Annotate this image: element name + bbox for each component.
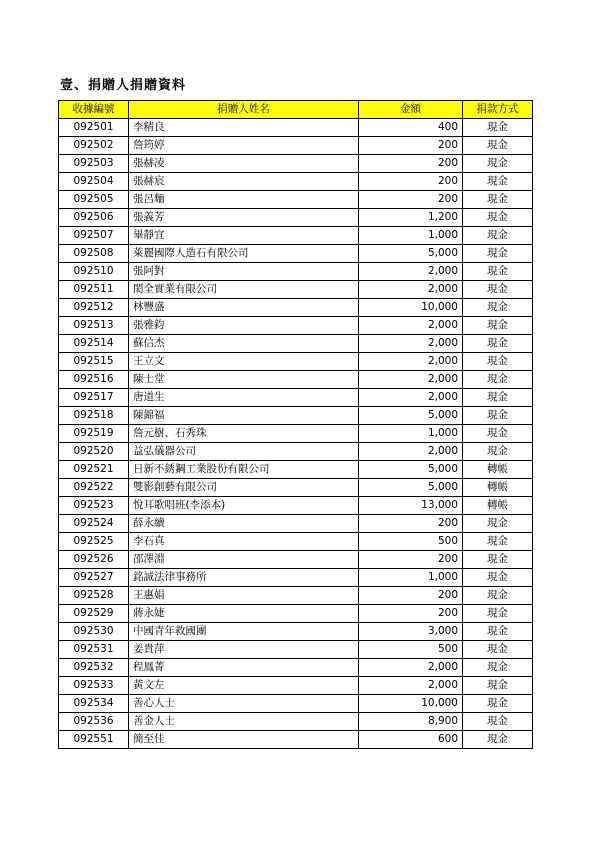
receipt-number-cell: 092511 [59, 281, 129, 299]
amount-cell: 5,000 [359, 461, 463, 479]
amount-cell: 200 [359, 515, 463, 533]
payment-method-cell: 轉帳 [463, 461, 533, 479]
donor-name-cell: 林豐盛 [129, 299, 359, 317]
payment-method-cell: 現金 [463, 695, 533, 713]
receipt-number-cell: 092523 [59, 497, 129, 515]
payment-method-cell: 現金 [463, 191, 533, 209]
receipt-number-cell: 092524 [59, 515, 129, 533]
donor-name-cell: 善金人士 [129, 713, 359, 731]
payment-method-cell: 現金 [463, 317, 533, 335]
payment-method-cell: 現金 [463, 569, 533, 587]
table-row [59, 227, 533, 245]
payment-method-cell: 現金 [463, 407, 533, 425]
table-row [59, 191, 533, 209]
payment-method-cell: 現金 [463, 605, 533, 623]
donor-name-cell: 簡至佳 [129, 731, 359, 749]
donor-name-cell: 張義芳 [129, 209, 359, 227]
donor-name-cell: 蘇信杰 [129, 335, 359, 353]
table-header-row [59, 101, 533, 119]
table-row [59, 425, 533, 443]
table-row [59, 677, 533, 695]
table-row [59, 335, 533, 353]
table-row [59, 695, 533, 713]
receipt-number-cell: 092504 [59, 173, 129, 191]
table-row [59, 119, 533, 137]
receipt-number-cell: 092512 [59, 299, 129, 317]
amount-cell: 3,000 [359, 623, 463, 641]
amount-cell: 13,000 [359, 497, 463, 515]
payment-method-cell: 現金 [463, 155, 533, 173]
amount-cell: 1,200 [359, 209, 463, 227]
payment-method-cell: 現金 [463, 263, 533, 281]
donor-name-cell: 張阿對 [129, 263, 359, 281]
payment-method-cell: 現金 [463, 533, 533, 551]
amount-cell: 10,000 [359, 299, 463, 317]
donor-name-cell: 詹元樹、石秀珠 [129, 425, 359, 443]
receipt-number-cell: 092510 [59, 263, 129, 281]
receipt-number-cell: 092505 [59, 191, 129, 209]
amount-cell: 2,000 [359, 281, 463, 299]
payment-method-cell: 現金 [463, 677, 533, 695]
payment-method-cell: 現金 [463, 389, 533, 407]
amount-cell: 1,000 [359, 569, 463, 587]
table-row [59, 281, 533, 299]
header-amount: 金額 [359, 101, 463, 119]
receipt-number-cell: 092503 [59, 155, 129, 173]
payment-method-cell: 現金 [463, 515, 533, 533]
donation-table [58, 100, 533, 749]
donor-name-cell: 李精良 [129, 119, 359, 137]
table-row [59, 605, 533, 623]
table-row [59, 317, 533, 335]
table-row [59, 443, 533, 461]
table-row [59, 371, 533, 389]
receipt-number-cell: 092527 [59, 569, 129, 587]
amount-cell: 5,000 [359, 245, 463, 263]
amount-cell: 2,000 [359, 443, 463, 461]
receipt-number-cell: 092551 [59, 731, 129, 749]
receipt-number-cell: 092501 [59, 119, 129, 137]
amount-cell: 5,000 [359, 407, 463, 425]
donor-name-cell: 薛永續 [129, 515, 359, 533]
donor-name-cell: 張呂麵 [129, 191, 359, 209]
amount-cell: 1,000 [359, 227, 463, 245]
receipt-number-cell: 092513 [59, 317, 129, 335]
table-row [59, 407, 533, 425]
amount-cell: 200 [359, 173, 463, 191]
table-row [59, 731, 533, 749]
receipt-number-cell: 092517 [59, 389, 129, 407]
receipt-number-cell: 092529 [59, 605, 129, 623]
receipt-number-cell: 092525 [59, 533, 129, 551]
donor-name-cell: 唐道生 [129, 389, 359, 407]
payment-method-cell: 現金 [463, 443, 533, 461]
amount-cell: 200 [359, 191, 463, 209]
table-row [59, 137, 533, 155]
amount-cell: 2,000 [359, 389, 463, 407]
payment-method-cell: 轉帳 [463, 479, 533, 497]
amount-cell: 200 [359, 137, 463, 155]
donor-name-cell: 王立文 [129, 353, 359, 371]
donor-name-cell: 陳錦福 [129, 407, 359, 425]
donor-name-cell: 中國青年救國團 [129, 623, 359, 641]
payment-method-cell: 現金 [463, 227, 533, 245]
payment-method-cell: 現金 [463, 299, 533, 317]
table-row [59, 515, 533, 533]
amount-cell: 2,000 [359, 353, 463, 371]
table-row [59, 173, 533, 191]
donor-name-cell: 益弘儀器公司 [129, 443, 359, 461]
donor-name-cell: 姜貴萍 [129, 641, 359, 659]
amount-cell: 8,900 [359, 713, 463, 731]
donor-name-cell: 黃文左 [129, 677, 359, 695]
receipt-number-cell: 092502 [59, 137, 129, 155]
payment-method-cell: 現金 [463, 659, 533, 677]
table-row [59, 389, 533, 407]
receipt-number-cell: 092508 [59, 245, 129, 263]
donor-name-cell: 畢靜宜 [129, 227, 359, 245]
table-row [59, 623, 533, 641]
amount-cell: 1,000 [359, 425, 463, 443]
table-row [59, 659, 533, 677]
payment-method-cell: 現金 [463, 551, 533, 569]
receipt-number-cell: 092533 [59, 677, 129, 695]
payment-method-cell: 現金 [463, 641, 533, 659]
table-row [59, 551, 533, 569]
amount-cell: 2,000 [359, 659, 463, 677]
amount-cell: 2,000 [359, 677, 463, 695]
donor-name-cell: 閎全實業有限公司 [129, 281, 359, 299]
amount-cell: 200 [359, 605, 463, 623]
table-row [59, 263, 533, 281]
amount-cell: 500 [359, 641, 463, 659]
table-row [59, 461, 533, 479]
amount-cell: 200 [359, 551, 463, 569]
table-row [59, 497, 533, 515]
table-body [59, 119, 533, 749]
donor-name-cell: 李石真 [129, 533, 359, 551]
amount-cell: 10,000 [359, 695, 463, 713]
donor-name-cell: 詹筠婷 [129, 137, 359, 155]
table-row [59, 209, 533, 227]
amount-cell: 600 [359, 731, 463, 749]
receipt-number-cell: 092526 [59, 551, 129, 569]
table-row [59, 155, 533, 173]
receipt-number-cell: 092507 [59, 227, 129, 245]
receipt-number-cell: 092532 [59, 659, 129, 677]
receipt-number-cell: 092518 [59, 407, 129, 425]
payment-method-cell: 現金 [463, 173, 533, 191]
donor-name-cell: 張雅鈞 [129, 317, 359, 335]
payment-method-cell: 現金 [463, 587, 533, 605]
table-row [59, 569, 533, 587]
amount-cell: 5,000 [359, 479, 463, 497]
payment-method-cell: 現金 [463, 731, 533, 749]
receipt-number-cell: 092530 [59, 623, 129, 641]
payment-method-cell: 現金 [463, 623, 533, 641]
receipt-number-cell: 092528 [59, 587, 129, 605]
donor-name-cell: 張赫凌 [129, 155, 359, 173]
amount-cell: 2,000 [359, 371, 463, 389]
header-payment-method: 捐款方式 [463, 101, 533, 119]
table-row [59, 587, 533, 605]
amount-cell: 500 [359, 533, 463, 551]
donor-name-cell: 蔣永婕 [129, 605, 359, 623]
table-row [59, 299, 533, 317]
receipt-number-cell: 092516 [59, 371, 129, 389]
payment-method-cell: 現金 [463, 281, 533, 299]
payment-method-cell: 現金 [463, 371, 533, 389]
payment-method-cell: 現金 [463, 137, 533, 155]
donor-name-cell: 日新不銹鋼工業股份有限公司 [129, 461, 359, 479]
donor-name-cell: 王惠娟 [129, 587, 359, 605]
table-row [59, 353, 533, 371]
table-row [59, 533, 533, 551]
receipt-number-cell: 092519 [59, 425, 129, 443]
amount-cell: 2,000 [359, 263, 463, 281]
receipt-number-cell: 092515 [59, 353, 129, 371]
payment-method-cell: 現金 [463, 353, 533, 371]
payment-method-cell: 現金 [463, 119, 533, 137]
amount-cell: 2,000 [359, 335, 463, 353]
payment-method-cell: 現金 [463, 335, 533, 353]
table-row [59, 479, 533, 497]
table-row [59, 713, 533, 731]
donor-name-cell: 銘誠法律事務所 [129, 569, 359, 587]
payment-method-cell: 現金 [463, 245, 533, 263]
receipt-number-cell: 092520 [59, 443, 129, 461]
amount-cell: 400 [359, 119, 463, 137]
receipt-number-cell: 092506 [59, 209, 129, 227]
amount-cell: 2,000 [359, 317, 463, 335]
header-receipt-number: 收據編號 [59, 101, 129, 119]
table-row [59, 245, 533, 263]
table-row [59, 641, 533, 659]
payment-method-cell: 現金 [463, 713, 533, 731]
donor-name-cell: 雙影創藝有限公司 [129, 479, 359, 497]
section-title: 壹、捐贈人捐贈資料 [60, 78, 187, 93]
receipt-number-cell: 092534 [59, 695, 129, 713]
donor-name-cell: 善心人士 [129, 695, 359, 713]
receipt-number-cell: 092514 [59, 335, 129, 353]
donor-name-cell: 陳士堂 [129, 371, 359, 389]
donor-name-cell: 悅耳歌唱班(李添本) [129, 497, 359, 515]
amount-cell: 200 [359, 155, 463, 173]
donor-name-cell: 張赫宸 [129, 173, 359, 191]
receipt-number-cell: 092536 [59, 713, 129, 731]
donor-name-cell: 程鳳菁 [129, 659, 359, 677]
payment-method-cell: 現金 [463, 209, 533, 227]
donor-name-cell: 邵澤淵 [129, 551, 359, 569]
receipt-number-cell: 092521 [59, 461, 129, 479]
receipt-number-cell: 092522 [59, 479, 129, 497]
header-donor-name: 捐贈人姓名 [129, 101, 359, 119]
donor-name-cell: 萊麗國際人造石有限公司 [129, 245, 359, 263]
amount-cell: 200 [359, 587, 463, 605]
payment-method-cell: 轉帳 [463, 497, 533, 515]
payment-method-cell: 現金 [463, 425, 533, 443]
receipt-number-cell: 092531 [59, 641, 129, 659]
